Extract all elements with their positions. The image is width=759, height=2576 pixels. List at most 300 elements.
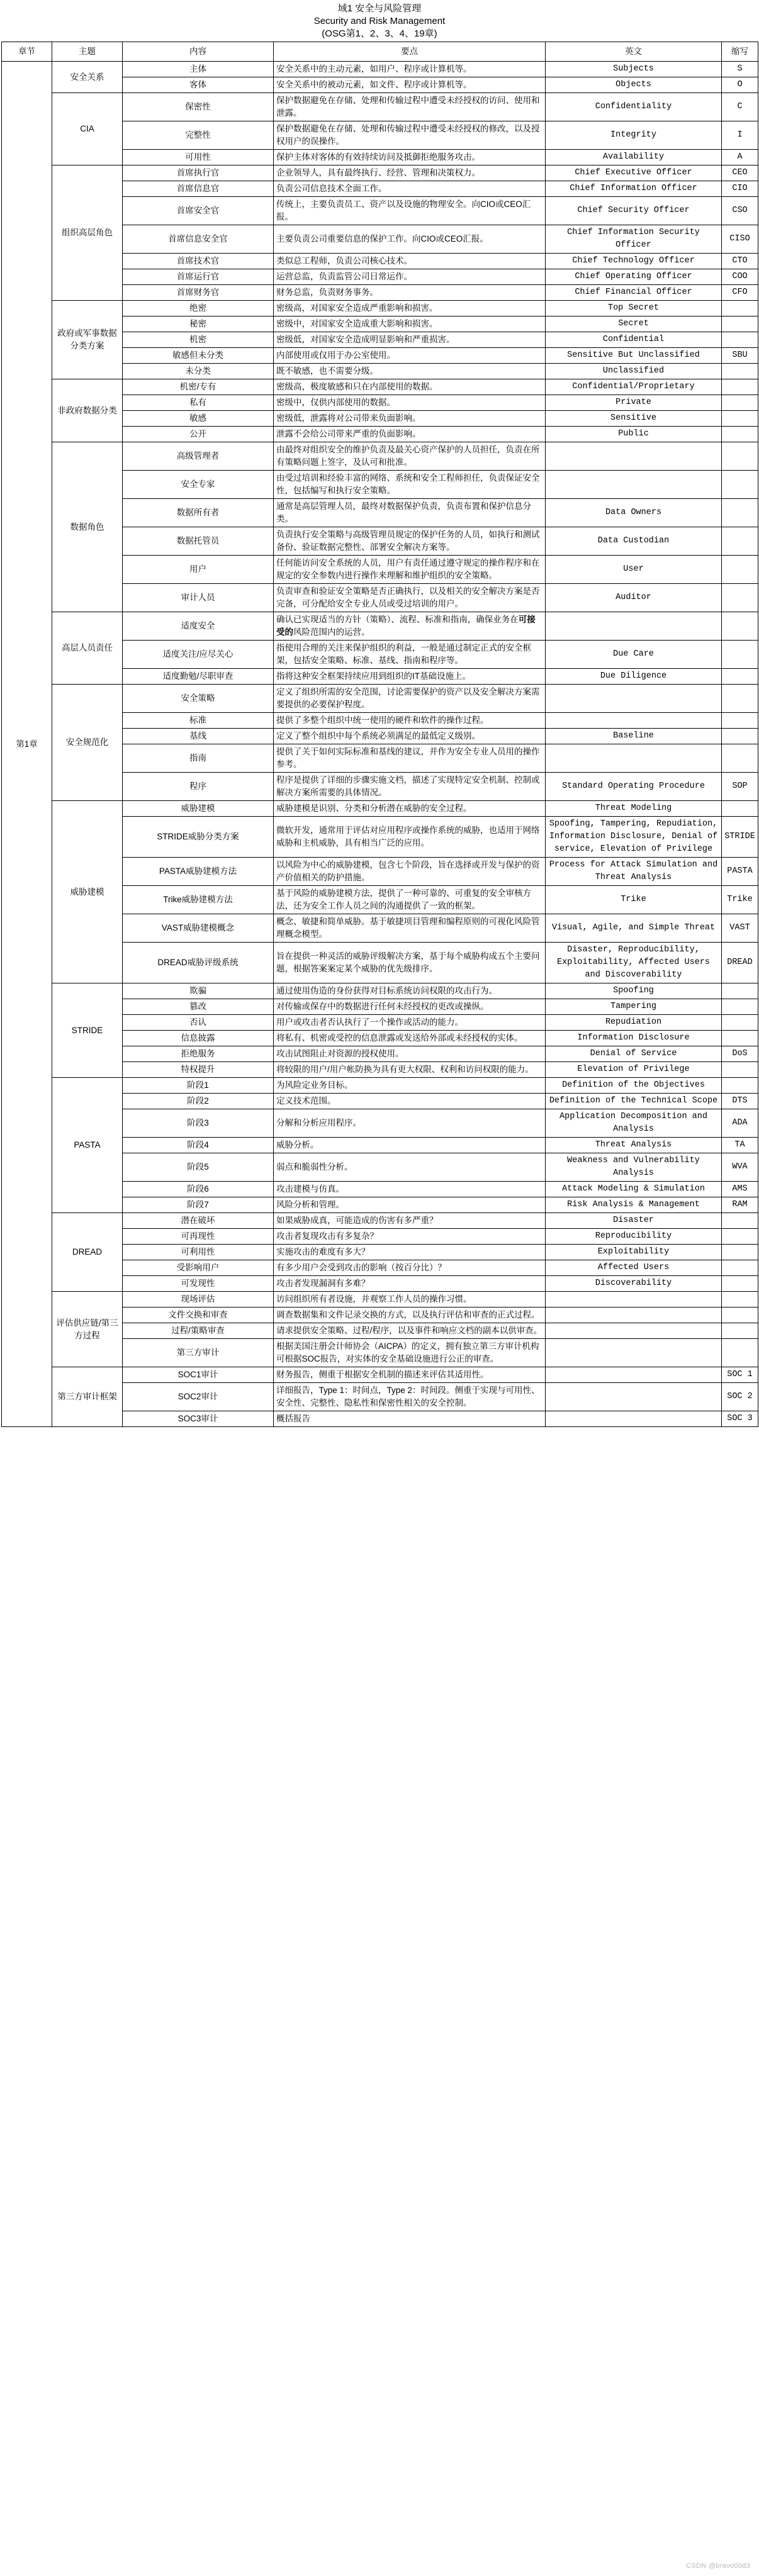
abbr-cell (722, 301, 758, 316)
content-cell: 安全专家 (123, 471, 274, 499)
content-cell: 否认 (123, 1015, 274, 1031)
content-cell: 篡改 (123, 999, 274, 1015)
point-cell: 定义技术范围。 (274, 1094, 546, 1109)
english-cell: Standard Operating Procedure (546, 773, 722, 801)
point-cell: 财务总监，负责财务事务。 (274, 285, 546, 301)
abbr-cell (722, 1062, 758, 1078)
point-cell: 将较限的用户/用户帐防换为具有更大权限、权利和访问权限的能力。 (274, 1062, 546, 1078)
page-title (0, 0, 759, 42)
english-cell: Chief Operating Officer (546, 269, 722, 285)
english-cell: Visual, Agile, and Simple Threat (546, 914, 722, 943)
point-cell: 将私有、机密或受控的信息泄露或发送给外部或未经授权的实体。 (274, 1031, 546, 1046)
english-cell (546, 442, 722, 471)
topic-cell: 非政府数据分类 (52, 379, 123, 442)
point-cell: 安全关系中的主动元素，如用户、程序或计算机等。 (274, 62, 546, 77)
watermark: CSDN @bravo00d3 (686, 2562, 750, 2570)
point-cell: 财务报告，侧重于根据安全机制的描述来评估其适用性。 (274, 1367, 546, 1383)
point-cell: 弱点和脆弱性分析。 (274, 1153, 546, 1182)
abbr-cell: ADA (722, 1109, 758, 1138)
abbr-cell (722, 1245, 758, 1260)
point-cell: 风险分析和管理。 (274, 1197, 546, 1213)
english-cell (546, 1367, 722, 1383)
table-row (2, 801, 758, 817)
header-topic: 主题 (52, 42, 123, 62)
point-cell: 用户或攻击者否认执行了一个操作或活动的能力。 (274, 1015, 546, 1031)
point-cell: 通常是高层管理人员，最终对数据保护负责，负责布置和保护信息分类。 (274, 499, 546, 527)
point-cell: 攻击者发现漏洞有多难？ (274, 1276, 546, 1292)
content-cell: 数据所有者 (123, 499, 274, 527)
content-cell: 敏感但未分类 (123, 348, 274, 364)
point-cell: 概括报告 (274, 1411, 546, 1427)
content-cell: 可再现性 (123, 1229, 274, 1245)
point-cell: 提供了多整个组织中统一使用的硬件和软件的操作过程。 (274, 713, 546, 729)
abbr-cell (722, 744, 758, 773)
english-cell: Threat Modeling (546, 801, 722, 817)
point-cell: 运营总监，负责监管公司日常运作。 (274, 269, 546, 285)
point-cell: 提供了关于如何实际标准和基线的建议，并作为安全专业人员用的操作参考。 (274, 744, 546, 773)
content-cell: 受影响用户 (123, 1260, 274, 1276)
english-cell: Weakness and Vulnerability Analysis (546, 1153, 722, 1182)
content-cell: SOC2审计 (123, 1383, 274, 1411)
table-row (2, 165, 758, 181)
english-cell: Data Owners (546, 499, 722, 527)
abbr-cell: VAST (722, 914, 758, 943)
english-cell: Confidential/Proprietary (546, 379, 722, 395)
abbr-cell (722, 1015, 758, 1031)
english-cell: Chief Executive Officer (546, 165, 722, 181)
abbr-cell (722, 1213, 758, 1229)
english-cell (546, 1411, 722, 1427)
table-row (2, 379, 758, 395)
point-cell: 密级低，泄露将对公司带来负面影响。 (274, 411, 546, 427)
point-cell: 既不敏感，也不需要分级。 (274, 364, 546, 379)
point-cell: 保护主体对客体的有效持续访问及抵御拒绝服务攻击。 (274, 150, 546, 165)
english-cell: Affected Users (546, 1260, 722, 1276)
english-cell: Confidential (546, 332, 722, 348)
content-cell: 程序 (123, 773, 274, 801)
abbr-cell (722, 1323, 758, 1339)
content-cell: 高级管理者 (123, 442, 274, 471)
content-cell: 可用性 (123, 150, 274, 165)
abbr-cell: STRIDE (722, 817, 758, 858)
abbr-cell: CEO (722, 165, 758, 181)
content-cell: 威胁建模 (123, 801, 274, 817)
english-cell: Definition of the Objectives (546, 1078, 722, 1094)
abbr-cell: CISO (722, 225, 758, 254)
abbr-cell (722, 1229, 758, 1245)
english-cell: Application Decomposition and Analysis (546, 1109, 722, 1138)
abbr-cell (722, 999, 758, 1015)
abbr-cell (722, 499, 758, 527)
topic-cell: 政府或军事数据分类方案 (52, 301, 123, 379)
point-cell: 泄露不会给公司带来严重的负面影响。 (274, 427, 546, 442)
point-cell: 定义了整个组织中每个系统必须满足的最低定义级别。 (274, 729, 546, 744)
abbr-cell (722, 1292, 758, 1308)
english-cell: User (546, 556, 722, 584)
abbr-cell: O (722, 77, 758, 93)
english-cell: Due Diligence (546, 669, 722, 685)
point-cell: 确认已实现适当的方针（策略）、流程、标准和指南，确保业务在可接受的风险范围内的运营。 (274, 612, 546, 641)
abbr-cell: COO (722, 269, 758, 285)
content-cell: 第三方审计 (123, 1339, 274, 1367)
content-cell: 阶段6 (123, 1182, 274, 1197)
content-cell: 指南 (123, 744, 274, 773)
abbr-cell (722, 1078, 758, 1094)
abbr-cell (722, 379, 758, 395)
english-cell: Threat Analysis (546, 1138, 722, 1153)
content-cell: 可发现性 (123, 1276, 274, 1292)
abbr-cell (722, 612, 758, 641)
english-cell: Subjects (546, 62, 722, 77)
topic-cell: 安全规范化 (52, 685, 123, 801)
point-cell: 攻击建模与仿真。 (274, 1182, 546, 1197)
english-cell: Repudiation (546, 1015, 722, 1031)
content-cell: 现场评估 (123, 1292, 274, 1308)
content-cell: 机密/专有 (123, 379, 274, 395)
english-cell (546, 1383, 722, 1411)
point-cell: 保护数据避免在存储、处理和传输过程中遭受未经授权的修改，以及授权用户的误操作。 (274, 121, 546, 150)
abbr-cell: SOC 2 (722, 1383, 758, 1411)
content-cell: 首席技术官 (123, 254, 274, 269)
point-cell: 负责公司信息技术全面工作。 (274, 181, 546, 197)
abbr-cell: CIO (722, 181, 758, 197)
english-cell: Objects (546, 77, 722, 93)
point-cell: 密级高，对国家安全造成严重影响和损害。 (274, 301, 546, 316)
english-cell: Chief Information Security Officer (546, 225, 722, 254)
security-risk-management-table (1, 42, 758, 1427)
content-cell: 安全策略 (123, 685, 274, 713)
english-cell (546, 713, 722, 729)
point-cell: 指将这种安全框架持续应用到组织的IT基础设施上。 (274, 669, 546, 685)
english-cell: Reproducibility (546, 1229, 722, 1245)
english-cell (546, 1292, 722, 1308)
abbr-cell (722, 364, 758, 379)
english-cell (546, 1308, 722, 1323)
english-cell: Elevation of Privilege (546, 1062, 722, 1078)
english-cell: Disaster, Reproducibility, Exploitability, Affected Users and Discoverability (546, 943, 722, 983)
table-row (2, 1213, 758, 1229)
english-cell (546, 685, 722, 713)
english-cell: Due Care (546, 641, 722, 669)
abbr-cell (722, 411, 758, 427)
content-cell: 基线 (123, 729, 274, 744)
content-cell: 绝密 (123, 301, 274, 316)
english-cell: Baseline (546, 729, 722, 744)
point-cell: 以风险为中心的威胁建模，包含七个阶段，旨在选择或开发与保护的资产价值相关的防护措施。 (274, 858, 546, 886)
english-cell: Chief Information Officer (546, 181, 722, 197)
english-cell (546, 471, 722, 499)
content-cell: PASTA威胁建模方法 (123, 858, 274, 886)
point-cell: 主要负责公司重要信息的保护工作。向CIO或CEO汇报。 (274, 225, 546, 254)
abbr-cell (722, 332, 758, 348)
point-cell: 安全关系中的被动元素，如文件、程序或计算机等。 (274, 77, 546, 93)
content-cell: 特权提升 (123, 1062, 274, 1078)
abbr-cell (722, 713, 758, 729)
point-cell: 威胁分析。 (274, 1138, 546, 1153)
content-cell: 适度勤勉/尽职审查 (123, 669, 274, 685)
content-cell: 文件交换和审查 (123, 1308, 274, 1323)
point-cell: 程序是提供了详细的步骤实施文档，描述了实现特定安全机制、控制或解决方案所需要的具体情况。 (274, 773, 546, 801)
point-cell: 基于风险的威胁建模方法，提供了一种可靠的、可重复的安全审核方法，还为安全工作人员之间的沟通提供了一致的框架。 (274, 886, 546, 914)
abbr-cell: DREAD (722, 943, 758, 983)
english-cell: Tampering (546, 999, 722, 1015)
point-cell: 内部使用或仅用于办公室使用。 (274, 348, 546, 364)
english-cell: Unclassified (546, 364, 722, 379)
english-cell (546, 612, 722, 641)
title-line-ref: (OSG第1、2、3、4、19章) (322, 28, 437, 39)
content-cell: 过程/策略审查 (123, 1323, 274, 1339)
table-row (2, 93, 758, 121)
point-cell: 访问组织所有者设施，并观察工作人员的操作习惯。 (274, 1292, 546, 1308)
table-header-row (2, 42, 758, 62)
content-cell: DREAD威胁评级系统 (123, 943, 274, 983)
content-cell: STRIDE威胁分类方案 (123, 817, 274, 858)
topic-cell: STRIDE (52, 983, 123, 1078)
abbr-cell: SOC 1 (722, 1367, 758, 1383)
abbr-cell (722, 1339, 758, 1367)
table-header (2, 42, 758, 62)
english-cell: Trike (546, 886, 722, 914)
header-chapter: 章节 (2, 42, 52, 62)
content-cell: 未分类 (123, 364, 274, 379)
point-cell: 详细报告，Type 1：时间点，Type 2：时间段。侧重于实现与可用性、安全性、完整性、隐私性和保密性相关的安全控制。 (274, 1383, 546, 1411)
topic-cell: 评估供应链/第三方过程 (52, 1292, 123, 1367)
content-cell: 首席财务官 (123, 285, 274, 301)
topic-cell: 组织高层角色 (52, 165, 123, 301)
content-cell: 阶段5 (123, 1153, 274, 1182)
abbr-cell (722, 471, 758, 499)
content-cell: 首席安全官 (123, 197, 274, 225)
content-cell: 拒绝服务 (123, 1046, 274, 1062)
abbr-cell: PASTA (722, 858, 758, 886)
table-row (2, 983, 758, 999)
abbr-cell (722, 669, 758, 685)
english-cell: Chief Technology Officer (546, 254, 722, 269)
content-cell: 潜在破坏 (123, 1213, 274, 1229)
point-cell: 定义了组织所需的安全范围，讨论需要保护的资产以及安全解决方案需要提供的必要保护程度。 (274, 685, 546, 713)
content-cell: Trike威胁建模方法 (123, 886, 274, 914)
content-cell: 首席执行官 (123, 165, 274, 181)
point-cell: 分解和分析应用程序。 (274, 1109, 546, 1138)
abbr-cell: Trike (722, 886, 758, 914)
topic-cell: 数据角色 (52, 442, 123, 612)
english-cell: Sensitive But Unclassified (546, 348, 722, 364)
abbr-cell (722, 1276, 758, 1292)
english-cell: Sensitive (546, 411, 722, 427)
point-cell: 保护数据避免在存储、处理和传输过程中遭受未经授权的访问、使用和泄露。 (274, 93, 546, 121)
content-cell: 信息披露 (123, 1031, 274, 1046)
english-cell: Discoverability (546, 1276, 722, 1292)
abbr-cell (722, 316, 758, 332)
point-cell: 攻击试图阻止对资源的授权使用。 (274, 1046, 546, 1062)
abbr-cell (722, 527, 758, 556)
english-cell: Process for Attack Simulation and Threat Analysis (546, 858, 722, 886)
point-cell: 由最终对组织安全的维护负责及最关心资产保护的人员担任，负责在所有策略问题上签字，及认可和批准。 (274, 442, 546, 471)
content-cell: 主体 (123, 62, 274, 77)
abbr-cell: AMS (722, 1182, 758, 1197)
english-cell: Chief Security Officer (546, 197, 722, 225)
english-cell: Top Secret (546, 301, 722, 316)
point-cell: 企业领导人，具有最终执行、经营、管理和决策权力。 (274, 165, 546, 181)
english-cell (546, 744, 722, 773)
point-cell: 如果威胁成真，可能造成的伤害有多严重？ (274, 1213, 546, 1229)
content-cell: 首席运行官 (123, 269, 274, 285)
table-row (2, 612, 758, 641)
english-cell: Data Custodian (546, 527, 722, 556)
english-cell: Availability (546, 150, 722, 165)
content-cell: 阶段3 (123, 1109, 274, 1138)
abbr-cell (722, 641, 758, 669)
header-point: 要点 (274, 42, 546, 62)
point-cell: 密级中，对国家安全造成重大影响和损害。 (274, 316, 546, 332)
point-cell: 负责审查和验证安全策略是否正确执行，以及相关的安全解决方案是否完备，可分配给安全专业人员或受过培训的用户。 (274, 584, 546, 612)
topic-cell: 高层人员责任 (52, 612, 123, 685)
content-cell: 客体 (123, 77, 274, 93)
abbr-cell: DTS (722, 1094, 758, 1109)
abbr-cell: DoS (722, 1046, 758, 1062)
abbr-cell (722, 442, 758, 471)
content-cell: 标准 (123, 713, 274, 729)
abbr-cell (722, 1308, 758, 1323)
content-cell: 适度安全 (123, 612, 274, 641)
point-cell: 传统上，主要负责员工、资产以及设施的物理安全。向CIO或CEO汇报。 (274, 197, 546, 225)
point-cell: 概念、敏捷和简单威胁。基于敏捷项目管理和编程原则的可视化风险管理概念模型。 (274, 914, 546, 943)
point-cell: 根据美国注册会计师协会（AICPA）的定义，拥有独立第三方审计机构可根据SOC报告，对实体的安全基础设施进行公正的审查。 (274, 1339, 546, 1367)
topic-cell: 第三方审计框架 (52, 1367, 123, 1427)
abbr-cell: S (722, 62, 758, 77)
chapter-cell: 第1章 (2, 62, 52, 1427)
content-cell: 首席信息官 (123, 181, 274, 197)
point-cell: 请求提供安全策略、过程/程序，以及事件和响应文档的副本以供审查。 (274, 1323, 546, 1339)
point-cell: 密级中，仅供内部使用的数据。 (274, 395, 546, 411)
abbr-cell (722, 1031, 758, 1046)
abbr-cell: SOC 3 (722, 1411, 758, 1427)
abbr-cell: CTO (722, 254, 758, 269)
english-cell: Spoofing (546, 983, 722, 999)
point-cell: 密级低，对国家安全造成明显影响和严重损害。 (274, 332, 546, 348)
point-cell: 指使用合理的关注来保护组织的利益，一般是通过制定正式的安全框架，包括安全策略、标准、基线、指南和程序等。 (274, 641, 546, 669)
english-cell: Spoofing, Tampering, Repudiation, Information Disclosure, Denial of service, Elevation of Privilege (546, 817, 722, 858)
english-cell: Integrity (546, 121, 722, 150)
content-cell: VAST威胁建模概念 (123, 914, 274, 943)
abbr-cell: A (722, 150, 758, 165)
point-cell: 为风险定业务目标。 (274, 1078, 546, 1094)
content-cell: 阶段1 (123, 1078, 274, 1094)
abbr-cell: WVA (722, 1153, 758, 1182)
content-cell: 数据托管员 (123, 527, 274, 556)
abbr-cell: SBU (722, 348, 758, 364)
english-cell: Public (546, 427, 722, 442)
english-cell: Information Disclosure (546, 1031, 722, 1046)
content-cell: 秘密 (123, 316, 274, 332)
point-cell: 攻击者复现攻击有多复杂？ (274, 1229, 546, 1245)
point-cell: 任何能访问安全系统的人员，用户有责任通过遵守规定的操作程序和在规定的安全参数内进行操作来理解和维护组织的安全策略。 (274, 556, 546, 584)
english-cell: Private (546, 395, 722, 411)
table-row (2, 1078, 758, 1094)
point-cell: 有多少用户会受到攻击的影响（按百分比）？ (274, 1260, 546, 1276)
point-cell: 密级高，极度敏感和只在内部使用的数据。 (274, 379, 546, 395)
content-cell: 敏感 (123, 411, 274, 427)
abbr-cell: SOP (722, 773, 758, 801)
content-cell: 首席信息安全官 (123, 225, 274, 254)
english-cell (546, 1339, 722, 1367)
abbr-cell: CFO (722, 285, 758, 301)
title-line-cn: 域1 安全与风险管理 (337, 3, 422, 14)
point-cell: 微软开发，通常用于评估对应用程序或操作系统的威胁，也适用于网络威胁和主机威胁，具有相当广泛的应用。 (274, 817, 546, 858)
topic-cell: DREAD (52, 1213, 123, 1292)
english-cell: Confidentiality (546, 93, 722, 121)
content-cell: 阶段2 (123, 1094, 274, 1109)
abbr-cell (722, 556, 758, 584)
abbr-cell: I (722, 121, 758, 150)
point-cell: 类似总工程师，负责公司核心技术。 (274, 254, 546, 269)
english-cell: Chief Financial Officer (546, 285, 722, 301)
point-cell: 实施攻击的难度有多大？ (274, 1245, 546, 1260)
point-cell: 威胁建模是识别、分类和分析潜在威胁的安全过程。 (274, 801, 546, 817)
content-cell: SOC3审计 (123, 1411, 274, 1427)
point-cell: 负责执行安全策略与高级管理员规定的保护任务的人员，如执行和测试备份、验证数据完整性、部署安全解决方案等。 (274, 527, 546, 556)
english-cell: Risk Analysis & Management (546, 1197, 722, 1213)
abbr-cell (722, 729, 758, 744)
point-cell: 由受过培训和经验丰富的网络、系统和安全工程师担任，负责保证安全性，包括编写和执行安全策略。 (274, 471, 546, 499)
point-cell: 通过使用伪造的身份获得对目标系统访问权限的攻击行为。 (274, 983, 546, 999)
header-content: 内容 (123, 42, 274, 62)
title-line-en: Security and Risk Management (313, 16, 446, 26)
header-english: 英文 (546, 42, 722, 62)
abbr-cell: TA (722, 1138, 758, 1153)
english-cell: Definition of the Technical Scope (546, 1094, 722, 1109)
table-row (2, 442, 758, 471)
english-cell: Denial of Service (546, 1046, 722, 1062)
english-cell: Secret (546, 316, 722, 332)
point-cell: 调查数据集和文件记录交换的方式，以及执行评估和审查的正式过程。 (274, 1308, 546, 1323)
table-row (2, 62, 758, 77)
english-cell: Attack Modeling & Simulation (546, 1182, 722, 1197)
abbr-cell (722, 801, 758, 817)
header-abbr: 缩写 (722, 42, 758, 62)
abbr-cell (722, 685, 758, 713)
english-cell: Disaster (546, 1213, 722, 1229)
topic-cell: 威胁建模 (52, 801, 123, 983)
abbr-cell: CSO (722, 197, 758, 225)
content-cell: 阶段7 (123, 1197, 274, 1213)
content-cell: 审计人员 (123, 584, 274, 612)
table-row (2, 1367, 758, 1383)
abbr-cell (722, 1260, 758, 1276)
english-cell: Auditor (546, 584, 722, 612)
content-cell: 欺骗 (123, 983, 274, 999)
content-cell: 适度关注/应尽关心 (123, 641, 274, 669)
table-body (2, 62, 758, 1427)
point-cell: 对传输或保存中的数据进行任何未经授权的更改或操纵。 (274, 999, 546, 1015)
topic-cell: CIA (52, 93, 123, 165)
content-cell: 完整性 (123, 121, 274, 150)
point-cell: 旨在提供一种灵活的威胁评级解决方案，基于每个威胁构成五个主要问题，根据答案案定某个威胁的优先级排序。 (274, 943, 546, 983)
table-row (2, 685, 758, 713)
content-cell: 可利用性 (123, 1245, 274, 1260)
content-cell: 阶段4 (123, 1138, 274, 1153)
content-cell: SOC1审计 (123, 1367, 274, 1383)
table-row (2, 301, 758, 316)
english-cell: Exploitability (546, 1245, 722, 1260)
topic-cell: 安全关系 (52, 62, 123, 93)
abbr-cell (722, 427, 758, 442)
abbr-cell (722, 983, 758, 999)
content-cell: 私有 (123, 395, 274, 411)
table-row (2, 1292, 758, 1308)
content-cell: 公开 (123, 427, 274, 442)
topic-cell: PASTA (52, 1078, 123, 1213)
